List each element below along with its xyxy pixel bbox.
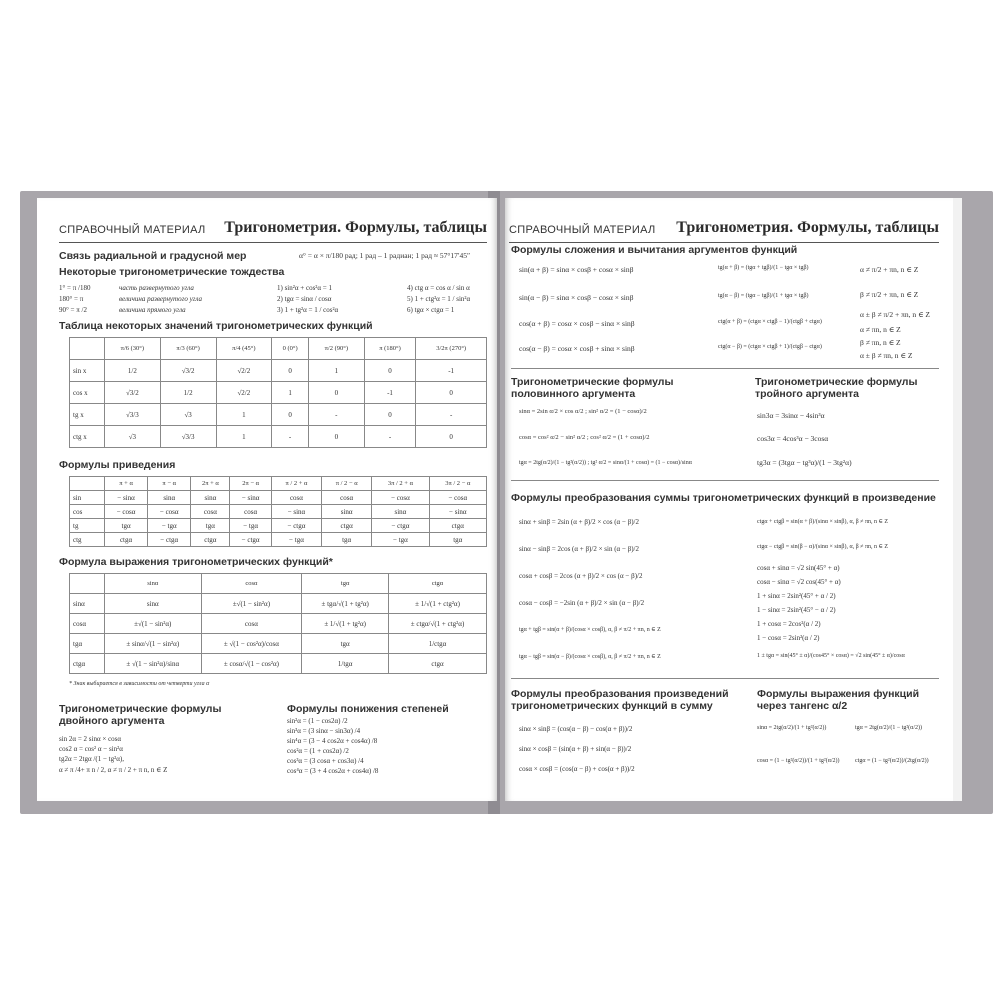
expr-table-cell: cosα <box>70 614 105 634</box>
values-table-cell: 1 <box>216 426 272 448</box>
values-table-header-row <box>70 338 487 360</box>
expr-table-cell: cosα <box>201 614 302 634</box>
header-section-label: СПРАВОЧНЫЙ МАТЕРИАЛ <box>509 224 656 236</box>
divider <box>511 678 939 679</box>
power-line-2: sin³α = (3 sinα − sin3α) /4 <box>287 727 361 735</box>
values-table-header-cell: π/4 (45°) <box>216 338 272 360</box>
addition-left-3: cos(α + β) = cosα × cosβ − sinα × sinβ <box>519 319 635 328</box>
expr-table-cell: 1/ctgα <box>389 634 487 654</box>
reduction-table <box>69 476 487 547</box>
expr-table-row <box>70 594 487 614</box>
values-table-row <box>70 382 487 404</box>
left-page <box>37 198 497 801</box>
expr-table-cell: ± √(1 − sin²α)/sinα <box>105 654 202 674</box>
values-table-cell: 0 <box>272 404 309 426</box>
expr-table-cell: ctgα <box>70 654 105 674</box>
reduction-table-cell: cosα <box>322 491 372 505</box>
left-header <box>59 212 487 243</box>
half-title-line2: половинного аргумента <box>511 388 636 400</box>
reduction-table-cell: − tgα <box>230 519 271 533</box>
values-table-cell: √3 <box>160 404 216 426</box>
addition-cond-1: α ≠ π/2 + πn, n ∈ Z <box>860 265 919 274</box>
values-table-cell: 1/2 <box>105 360 161 382</box>
expr-footnote: * Знак выбирается в зависимости от четверти угла α <box>69 681 210 687</box>
reduction-table-cell: ctgα <box>322 519 372 533</box>
double-line-4: α ≠ π /4+ π n / 2, α ≠ π / 2 + π n, n ∈ Z <box>59 766 168 774</box>
values-table <box>69 337 487 448</box>
values-table-cell: √3/3 <box>160 426 216 448</box>
reduction-table-cell: tgα <box>429 533 486 547</box>
reduction-table-cell: − ctgα <box>148 533 191 547</box>
divider <box>511 480 939 481</box>
sum-left-3: cosα + cosβ = 2cos (α + β)/2 × cos (α − β)/2 <box>519 572 643 580</box>
reduction-table-cell: cosα <box>271 491 321 505</box>
identities-title: Некоторые тригонометрические тождества <box>59 266 285 278</box>
half-line-1: sinα = 2sin α/2 × cos α/2 ; sin² α/2 = (1 − cosα)/2 <box>519 408 647 415</box>
reduction-table-cell: − tgα <box>372 533 429 547</box>
triple-title-line2: тройного аргумента <box>755 388 860 400</box>
expr-table-cell: tgα <box>302 634 389 654</box>
reduction-table-cell: − ctgα <box>372 519 429 533</box>
reduction-table-cell: cosα <box>191 505 230 519</box>
half-line-3: tgα = 2tg(α/2)/(1 − tg²(α/2)) ; tg² α/2 = sinα/(1 + cosα) = (1 − cosα)/sinα <box>519 460 692 466</box>
prod-title-line2: тригонометрических функций в сумму <box>511 700 713 712</box>
right-header <box>509 212 939 243</box>
prod-line-1: sinα × sinβ = (cos(α − β) − cos(α + β))/2 <box>519 725 633 733</box>
reduction-table-cell: − cosα <box>105 505 148 519</box>
reduction-table-header-cell: 2π + α <box>191 477 230 491</box>
sum-right-2: ctgα − ctgβ = sin(β − α)/(sinα × sinβ), α, β ≠ πn, n ∈ Z <box>757 544 889 550</box>
sum-right-5: 1 + sinα = 2sin²(45° + α / 2) <box>757 592 836 600</box>
reduction-table-cell: − cosα <box>429 491 486 505</box>
reduction-table-cell: ctg <box>70 533 105 547</box>
values-table-title: Таблица некоторых значений тригонометрических функций <box>59 320 373 332</box>
expr-table-cell: sinα <box>70 594 105 614</box>
reduction-table-cell: − tgα <box>148 519 191 533</box>
reduction-table-row <box>70 533 487 547</box>
values-table-cell: √2/2 <box>216 360 272 382</box>
double-title-line2: двойного аргумента <box>59 715 165 727</box>
values-table-cell: √3/3 <box>105 404 161 426</box>
page-edges <box>953 198 962 801</box>
expr-table-cell: sinα <box>105 594 202 614</box>
addition-title: Формулы сложения и вычитания аргументов функций <box>511 244 798 256</box>
reduction-table-cell: − sinα <box>271 505 321 519</box>
values-table-cell: √3/2 <box>160 360 216 382</box>
identity-4: 4) ctg α = cos α / sin α <box>407 284 470 292</box>
expr-table-cell: ± ctgα/√(1 + ctg²α) <box>389 614 487 634</box>
reduction-table-cell: ctgα <box>105 533 148 547</box>
values-table-header-cell: 3/2π (270°) <box>416 338 487 360</box>
half-line-2: cosα = cos² α/2 − sin² α/2 ; cos² α/2 = (1 + cosα)/2 <box>519 434 650 441</box>
values-table-cell: 0 <box>272 360 309 382</box>
addition-cond-2: β ≠ π/2 + πn, n ∈ Z <box>860 290 919 299</box>
values-table-cell: √3/2 <box>105 382 161 404</box>
expr-table-cell: 1/tgα <box>302 654 389 674</box>
sum-right-4: cosα − sinα = √2 cos(45° + α) <box>757 578 841 586</box>
values-table-cell: sin x <box>70 360 105 382</box>
prod-line-3: cosα × cosβ = (cos(α − β) + cos(α + β))/2 <box>519 765 635 773</box>
expr-table-cell: ±√(1 − sin²α) <box>105 614 202 634</box>
sum-left-6: tgα − tgβ = sin(α − β)/(cosα × cosβ), α, β ≠ π/2 + πn, n ∈ Z <box>519 654 661 660</box>
power-line-1: sin²α = (1 − cos2α) /2 <box>287 717 348 725</box>
tan-line-3: cosα = (1 − tg²(α/2))/(1 + tg²(α/2)) <box>757 758 840 764</box>
reduction-table-header-cell: 2π − α <box>230 477 271 491</box>
reduction-table-cell: sinα <box>191 491 230 505</box>
degree-row-1: 1° = π /180 <box>59 284 91 292</box>
expr-table-row <box>70 634 487 654</box>
identity-2: 2) tgα = sinα / cosα <box>277 295 332 303</box>
values-table-cell: 1 <box>272 382 309 404</box>
double-title-line1: Тригонометрические формулы <box>59 703 222 715</box>
expr-table-header-row <box>70 574 487 594</box>
reduction-table-header-cell: π − α <box>148 477 191 491</box>
reduction-table-row <box>70 519 487 533</box>
sum-right-3: cosα + sinα = √2 sin(45° + α) <box>757 564 840 572</box>
expr-table-row <box>70 614 487 634</box>
addition-mid-4: ctg(α − β) = (ctgα × ctgβ + 1)/(ctgβ − ctgα) <box>718 344 822 350</box>
power-line-3: sin⁴α = (3 − 4 cos2α + cos4α) /8 <box>287 737 378 745</box>
reduction-table-cell: cos <box>70 505 105 519</box>
values-table-header-cell <box>70 338 105 360</box>
sum-right-9: 1 ± tgα = sin(45° ± α)/(cos45° × cosα) = √2 sin(45° ± α)/cosα <box>757 653 905 659</box>
degree-row-3: 90° = π /2 <box>59 306 87 314</box>
triple-line-1: sin3α = 3sinα − 4sin³α <box>757 411 825 420</box>
values-table-cell: ctg x <box>70 426 105 448</box>
reduction-table-cell: tgα <box>105 519 148 533</box>
reduction-table-header-cell: 3π / 2 − α <box>429 477 486 491</box>
double-line-3: tg2α = 2tgα /(1 − tg²α), <box>59 755 124 763</box>
page-title: Тригонометрия. Формулы, таблицы <box>224 219 487 236</box>
values-table-cell: 1 <box>308 360 364 382</box>
degree-row-1-desc: часть развернутого угла <box>119 284 194 292</box>
expr-table-header-cell: ctgα <box>389 574 487 594</box>
values-table-header-cell: π/2 (90°) <box>308 338 364 360</box>
degree-row-3-desc: величина прямого угла <box>119 306 186 314</box>
radian-title: Связь радиальной и градусной мер <box>59 250 247 262</box>
sum-left-1: sinα + sinβ = 2sin (α + β)/2 × cos (α − β)/2 <box>519 518 639 526</box>
identity-3: 3) 1 + tg²α = 1 / cos²α <box>277 306 339 314</box>
values-table-cell: - <box>272 426 309 448</box>
sum-left-2: sinα − sinβ = 2cos (α + β)/2 × sin (α − β)/2 <box>519 545 639 553</box>
triple-title-line1: Тригонометрические формулы <box>755 376 918 388</box>
values-table-cell: 0 <box>364 360 416 382</box>
reduction-table-cell: − tgα <box>271 533 321 547</box>
sum-right-1: ctgα + ctgβ = sin(α + β)/(sinα × sinβ), α, β ≠ πn, n ∈ Z <box>757 519 889 525</box>
power-line-4: cos²α = (1 + cos2α) /2 <box>287 747 349 755</box>
reduction-table-header-row <box>70 477 487 491</box>
reduction-table-cell: − sinα <box>230 491 271 505</box>
expr-table-cell: ± sinα/√(1 − sin²α) <box>105 634 202 654</box>
reduction-table-cell: tgα <box>322 533 372 547</box>
sum-left-5: tgα + tgβ = sin(α + β)/(cosα × cosβ), α, β ≠ π/2 + πn, n ∈ Z <box>519 627 661 633</box>
addition-mid-1: tg(α + β) = (tgα + tgβ)/(1 − tgα × tgβ) <box>718 265 809 271</box>
reduction-table-cell: − ctgα <box>230 533 271 547</box>
values-table-cell: tg x <box>70 404 105 426</box>
addition-cond-5: β ≠ πn, n ∈ Z <box>860 338 901 347</box>
expr-table-header-cell: tgα <box>302 574 389 594</box>
sum-right-8: 1 − cosα = 2sin²(α / 2) <box>757 634 820 642</box>
sum-left-4: cosα − cosβ = −2sin (α + β)/2 × sin (α − β)/2 <box>519 599 645 607</box>
triple-line-2: cos3α = 4cos³α − 3cosα <box>757 434 829 443</box>
values-table-row <box>70 404 487 426</box>
values-table-row <box>70 360 487 382</box>
double-line-2: cos2 α = cos² α − sin²α <box>59 745 123 753</box>
reduction-table-cell: sinα <box>322 505 372 519</box>
reduction-table-row <box>70 491 487 505</box>
reduction-table-cell: − cosα <box>372 491 429 505</box>
values-table-cell: -1 <box>416 360 487 382</box>
expr-table-cell: ± tgα/√(1 + tg²α) <box>302 594 389 614</box>
sum-right-6: 1 − sinα = 2sin²(45° − α / 2) <box>757 606 836 614</box>
expr-table-cell: tgα <box>70 634 105 654</box>
reduction-table-cell: cosα <box>230 505 271 519</box>
reduction-table-cell: − cosα <box>148 505 191 519</box>
expr-table <box>69 573 487 674</box>
values-table-header-cell: π/3 (60°) <box>160 338 216 360</box>
values-table-cell: 0 <box>308 382 364 404</box>
expr-table-cell: ±√(1 − sin²α) <box>201 594 302 614</box>
reduction-table-header-cell <box>70 477 105 491</box>
values-table-cell: - <box>364 426 416 448</box>
divider <box>511 368 939 369</box>
prod-title-line1: Формулы преобразования произведений <box>511 688 729 700</box>
expr-table-header-cell: sinα <box>105 574 202 594</box>
addition-left-1: sin(α + β) = sinα × cosβ + cosα × sinβ <box>519 265 634 274</box>
power-line-6: cos⁴α = (3 + 4 cos2α + cos4α) /8 <box>287 767 379 775</box>
values-table-row <box>70 426 487 448</box>
power-line-5: cos³α = (3 cosα + cos3α) /4 <box>287 757 364 765</box>
reduction-table-header-cell: π + α <box>105 477 148 491</box>
values-table-cell: √3 <box>105 426 161 448</box>
addition-cond-4: α ≠ πn, n ∈ Z <box>860 325 901 334</box>
values-table-cell: - <box>416 404 487 426</box>
values-table-cell: 0 <box>364 404 416 426</box>
reduction-table-cell: − ctgα <box>271 519 321 533</box>
expr-table-cell: ± cosα/√(1 − cos²α) <box>201 654 302 674</box>
values-table-header-cell: π (180°) <box>364 338 416 360</box>
values-table-cell: 0 <box>308 426 364 448</box>
tan-title-line2: через тангенс α/2 <box>757 700 848 712</box>
power-title: Формулы понижения степеней <box>287 703 449 715</box>
reduction-title: Формулы приведения <box>59 459 176 471</box>
reduction-table-cell: ctgα <box>191 533 230 547</box>
expr-table-cell: ctgα <box>389 654 487 674</box>
identity-6: 6) tgα × ctgα = 1 <box>407 306 455 314</box>
addition-cond-6: α ± β ≠ πn, n ∈ Z <box>860 351 913 360</box>
radian-formula: α° = α × π/180 рад; 1 рад – 1 радиан; 1 рад ≈ 57°17′45″ <box>299 251 471 260</box>
tan-line-2: tgα = 2tg(α/2)/(1 − tg²(α/2)) <box>855 725 922 731</box>
tan-line-1: sinα = 2tg(α/2)/(1 + tg²(α/2)) <box>757 725 827 731</box>
addition-mid-3: ctg(α + β) = (ctgα × ctgβ − 1)/(ctgβ + ctgα) <box>718 319 822 325</box>
values-table-header-cell: 0 (0°) <box>272 338 309 360</box>
tan-line-4: ctgα = (1 − tg²(α/2))/(2tg(α/2)) <box>855 758 929 764</box>
values-table-cell: 1/2 <box>160 382 216 404</box>
expr-table-header-cell <box>70 574 105 594</box>
addition-mid-2: tg(α − β) = (tgα − tgβ)/(1 + tgα × tgβ) <box>718 293 809 299</box>
reduction-table-cell: ctgα <box>429 519 486 533</box>
expr-title: Формула выражения тригонометрических функций* <box>59 556 333 568</box>
addition-left-2: sin(α − β) = sinα × cosβ − cosα × sinβ <box>519 293 634 302</box>
reduction-table-cell: tg <box>70 519 105 533</box>
tan-title-line1: Формулы выражения функций <box>757 688 920 700</box>
reduction-table-cell: − sinα <box>105 491 148 505</box>
values-table-header-cell: π/6 (30°) <box>105 338 161 360</box>
addition-left-4: cos(α − β) = cosα × cosβ + sinα × sinβ <box>519 344 635 353</box>
double-line-1: sin 2α = 2 sinα × cosα <box>59 735 122 743</box>
expr-table-header-cell: cosα <box>201 574 302 594</box>
expr-table-row <box>70 654 487 674</box>
expr-table-cell: ± 1/√(1 + tg²α) <box>302 614 389 634</box>
values-table-cell: -1 <box>364 382 416 404</box>
triple-line-3: tg3α = (3tgα − tg³α)/(1 − 3tg²α) <box>757 458 852 467</box>
half-title-line1: Тригонометрические формулы <box>511 376 674 388</box>
sum-title: Формулы преобразования суммы тригонометрических функций в произведение <box>511 492 936 504</box>
reduction-table-header-cell: 3π / 2 + α <box>372 477 429 491</box>
values-table-cell: - <box>308 404 364 426</box>
page-title: Тригонометрия. Формулы, таблицы <box>676 219 939 236</box>
degree-row-2-desc: величина развернутого угла <box>119 295 202 303</box>
right-page <box>505 198 953 801</box>
expr-table-cell: ± √(1 − cos²α)/cosα <box>201 634 302 654</box>
identity-1: 1) sin²α + cos²α = 1 <box>277 284 333 292</box>
header-section-label: СПРАВОЧНЫЙ МАТЕРИАЛ <box>59 224 206 236</box>
identity-5: 5) 1 + ctg²α = 1 / sin²α <box>407 295 471 303</box>
reduction-table-row <box>70 505 487 519</box>
values-table-cell: 0 <box>416 382 487 404</box>
values-table-cell: 0 <box>416 426 487 448</box>
addition-cond-3: α ± β ≠ π/2 + πn, n ∈ Z <box>860 310 930 319</box>
reduction-table-header-cell: π / 2 + α <box>271 477 321 491</box>
degree-row-2: 180° = π <box>59 295 84 303</box>
reduction-table-cell: − sinα <box>429 505 486 519</box>
values-table-cell: 1 <box>216 404 272 426</box>
reduction-table-cell: tgα <box>191 519 230 533</box>
sum-right-7: 1 + cosα = 2cos²(α / 2) <box>757 620 821 628</box>
values-table-cell: cos x <box>70 382 105 404</box>
reduction-table-header-cell: π / 2 − α <box>322 477 372 491</box>
expr-table-cell: ± 1/√(1 + ctg²α) <box>389 594 487 614</box>
reduction-table-cell: sinα <box>372 505 429 519</box>
prod-line-2: sinα × cosβ = (sin(α + β) + sin(α − β))/2 <box>519 745 632 753</box>
reduction-table-cell: sinα <box>148 491 191 505</box>
values-table-cell: √2/2 <box>216 382 272 404</box>
reduction-table-cell: sin <box>70 491 105 505</box>
